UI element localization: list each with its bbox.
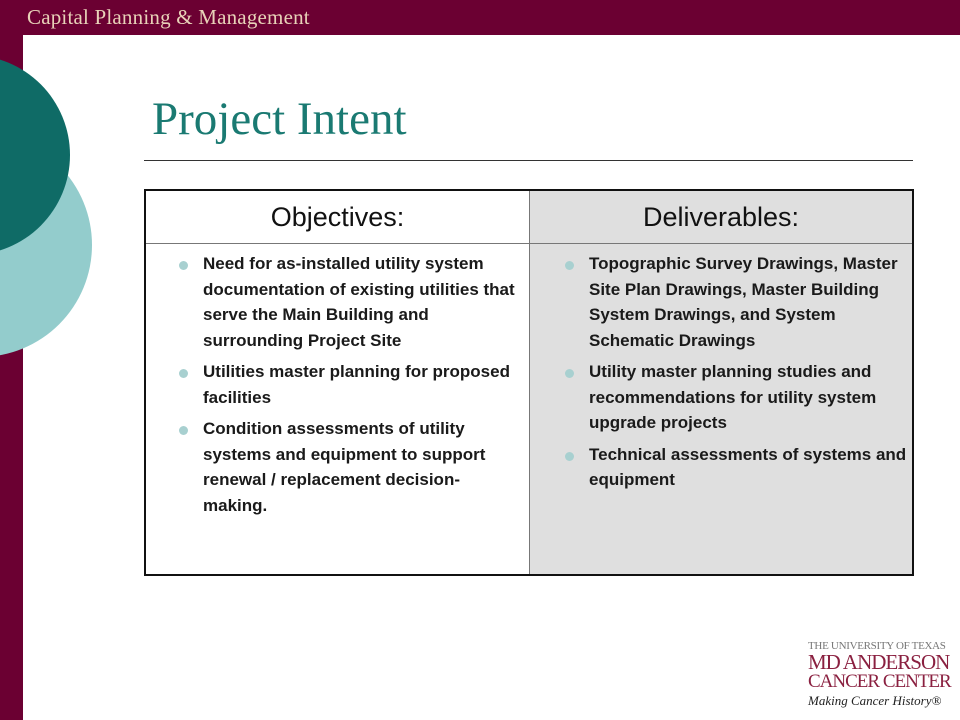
slide-title: Project Intent — [152, 93, 407, 145]
objective-item: Utilities master planning for proposed facilities — [203, 359, 523, 410]
deliverables-column — [530, 191, 912, 574]
header-label: Capital Planning & Management — [27, 5, 310, 29]
header-bar — [0, 0, 960, 35]
deliverable-item: Technical assessments of systems and equipment — [589, 442, 909, 493]
logo-center-line: CANCER CENTER — [808, 671, 951, 692]
intent-table — [144, 189, 914, 576]
logo-tagline: Making Cancer History® — [808, 693, 942, 708]
objectives-heading: Objectives: — [146, 191, 529, 244]
objective-item: Condition assessments of utility systems and equipment to support renewal / replacement decision-making. — [203, 416, 523, 518]
objectives-column — [146, 191, 530, 574]
logo-university-line: THE UNIVERSITY OF TEXAS — [808, 640, 946, 652]
deliverable-item: Utility master planning studies and recommendations for utility system upgrade projects — [589, 359, 909, 436]
objective-item: Need for as-installed utility system documentation of existing utilities that serve the Main Building and surrounding Project Site — [203, 251, 523, 353]
title-divider — [144, 160, 913, 161]
objectives-list — [203, 251, 523, 524]
deliverables-list — [589, 251, 909, 499]
md-anderson-logo — [808, 640, 954, 716]
deliverables-heading: Deliverables: — [530, 191, 912, 244]
deliverable-item: Topographic Survey Drawings, Master Site Plan Drawings, Master Building System Drawings, and System Schematic Drawings — [589, 251, 909, 353]
decorative-circles — [0, 0, 110, 420]
logo-name-line: MD ANDERSON — [808, 650, 950, 674]
